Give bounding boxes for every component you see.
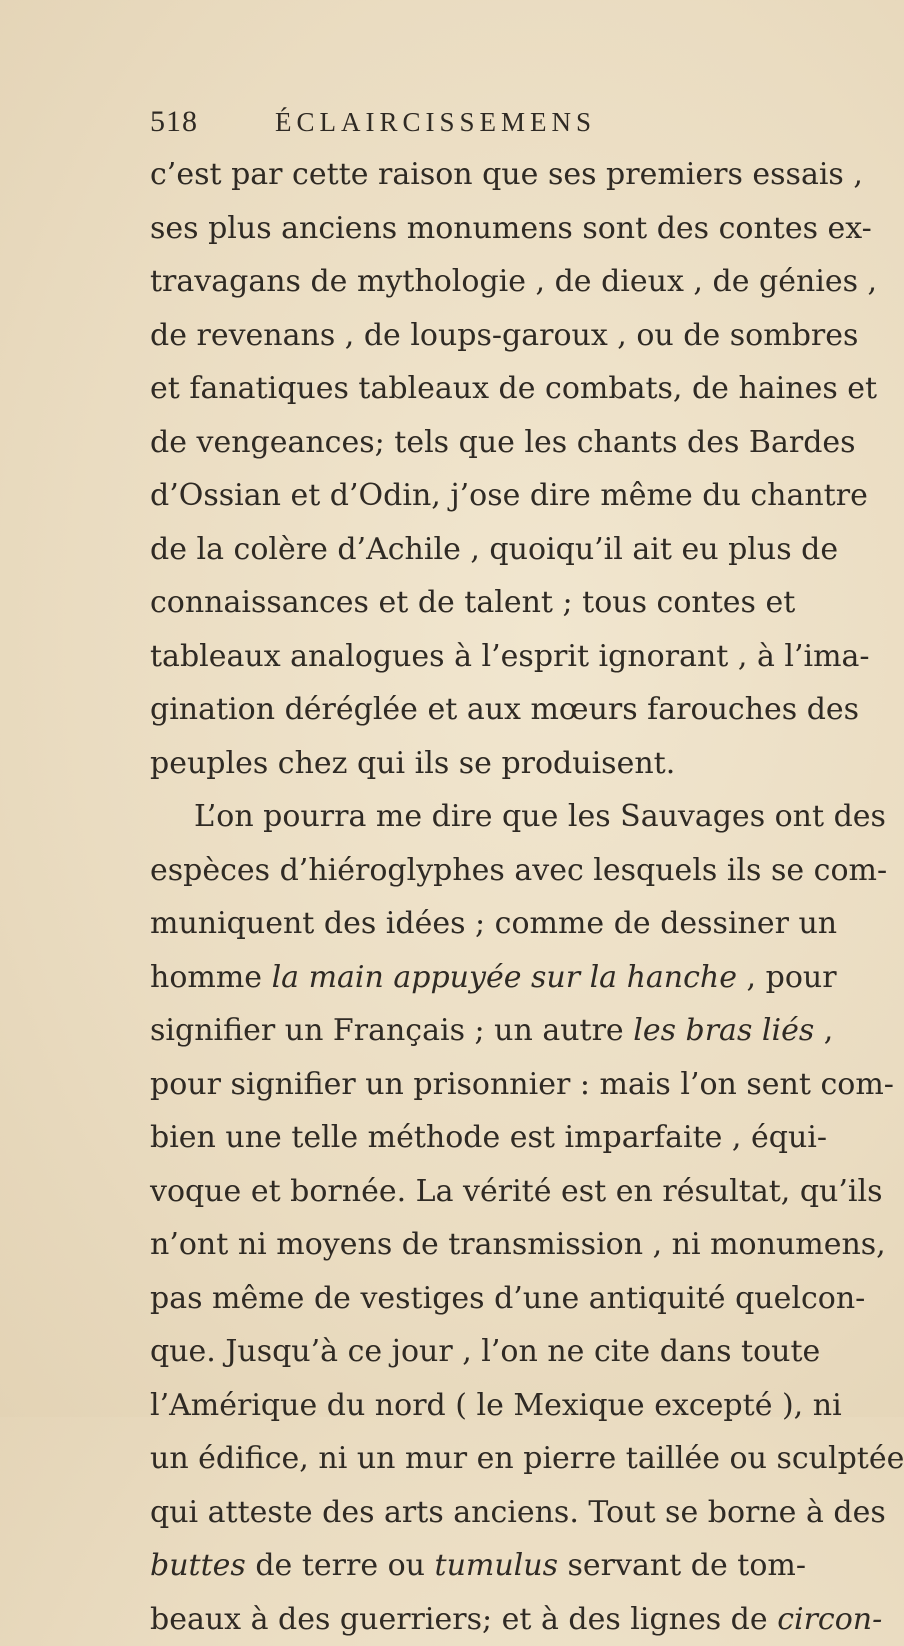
text-line: n’ont ni moyens de transmission , ni monumens, [150, 1218, 790, 1272]
text-line: d’Ossian et d’Odin, j’ose dire même du chantre [150, 469, 790, 523]
text-line: homme la main appuyée sur la hanche , pour [150, 951, 790, 1005]
text-line: de la colère d’Achile , quoiqu’il ait eu plus de [150, 523, 790, 577]
text-line: peuples chez qui ils se produisent. [150, 737, 790, 791]
italic-phrase: circon- [777, 1602, 882, 1637]
text-line: de vengeances; tels que les chants des Bardes [150, 416, 790, 470]
text-line: et fanatiques tableaux de combats, de haines et [150, 362, 790, 416]
text-line: l’Amérique du nord ( le Mexique excepté ), ni [150, 1379, 790, 1433]
text-line: c’est par cette raison que ses premiers essais , [150, 148, 790, 202]
italic-phrase: buttes [150, 1548, 246, 1583]
page-header [150, 105, 710, 145]
italic-phrase: les bras liés [633, 1013, 814, 1048]
text-line: signifier un Français ; un autre les bras liés , [150, 1004, 790, 1058]
text-line: beaux à des guerriers; et à des lignes de circon- [150, 1593, 790, 1646]
paragraph-start-line: L’on pourra me dire que les Sauvages ont des [150, 790, 790, 844]
text-line: pour signifier un prisonnier : mais l’on sent com- [150, 1058, 790, 1112]
text-line: tableaux analogues à l’esprit ignorant , à l’ima- [150, 630, 790, 684]
text-line: muniquent des idées ; comme de dessiner un [150, 897, 790, 951]
text-line: connaissances et de talent ; tous contes et [150, 576, 790, 630]
body-text [150, 148, 790, 1646]
text-line: ses plus anciens monumens sont des contes ex- [150, 202, 790, 256]
text-line: buttes de terre ou tumulus servant de tom- [150, 1539, 790, 1593]
text-line: de revenans , de loups-garoux , ou de sombres [150, 309, 790, 363]
italic-phrase: tumulus [435, 1548, 558, 1583]
text-line: gination déréglée et aux mœurs farouches des [150, 683, 790, 737]
text-line: pas même de vestiges d’une antiquité quelcon- [150, 1272, 790, 1326]
text-line: bien une telle méthode est imparfaite , équi- [150, 1111, 790, 1165]
text-line: un édifice, ni un mur en pierre taillée ou sculptée [150, 1432, 790, 1486]
text-line: espèces d’hiéroglyphes avec lesquels ils se com- [150, 844, 790, 898]
page-number: 518 [150, 105, 198, 139]
text-line: que. Jusqu’à ce jour , l’on ne cite dans toute [150, 1325, 790, 1379]
running-head: ÉCLAIRCISSEMENS [275, 107, 596, 138]
text-line: qui atteste des arts anciens. Tout se borne à des [150, 1486, 790, 1540]
italic-phrase: la main appuyée sur la hanche [272, 960, 737, 995]
text-line: travagans de mythologie , de dieux , de génies , [150, 255, 790, 309]
text-line: voque et bornée. La vérité est en résultat, qu’ils [150, 1165, 790, 1219]
